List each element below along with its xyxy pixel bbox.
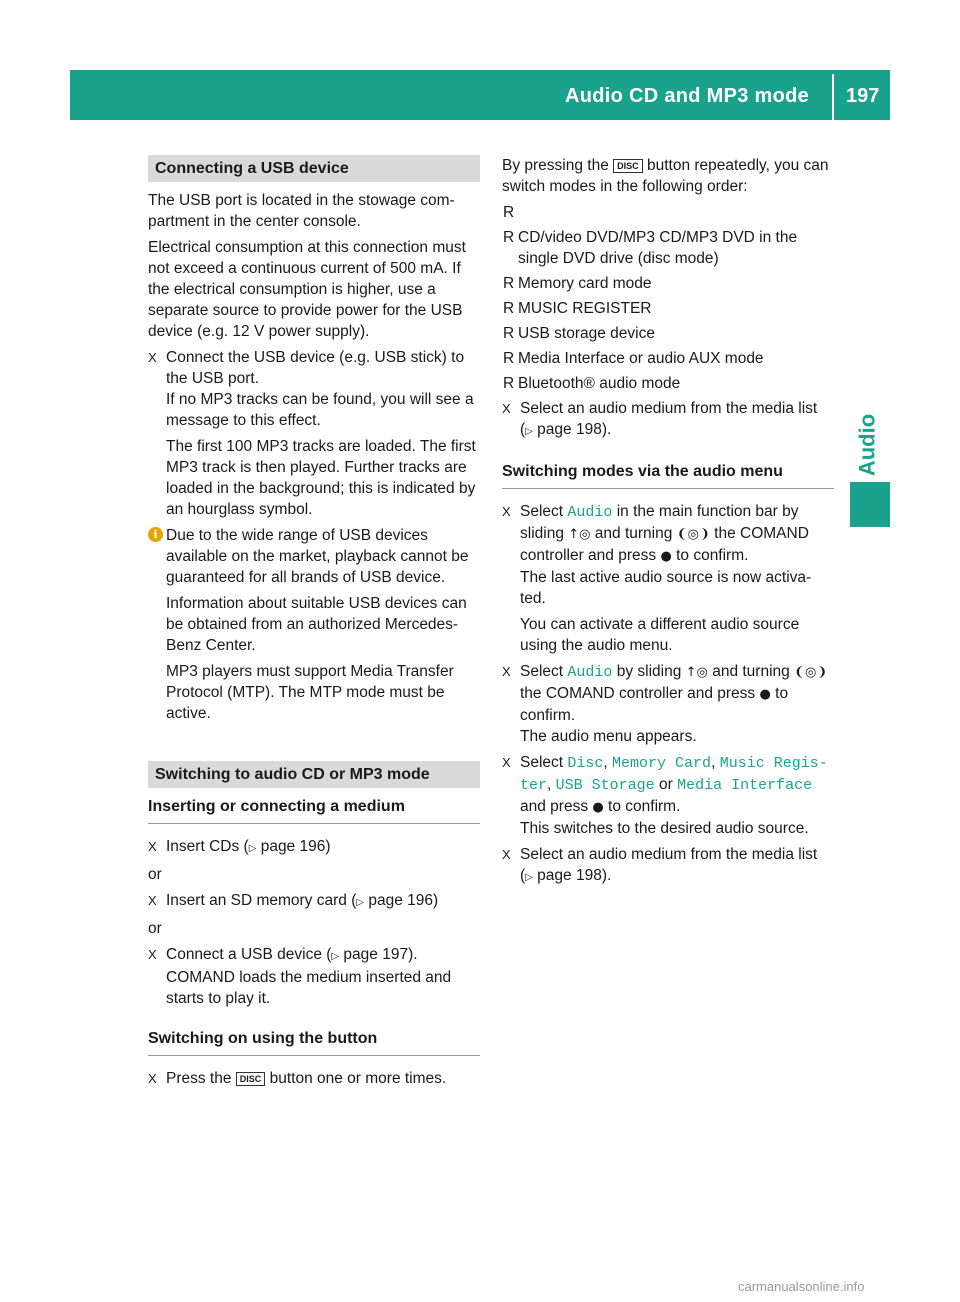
instruction-step: X Connect the USB device (e.g. USB stick) to the USB port. If no MP3 tracks can be found, you will see a message to this effect. The first 100 MP3 tracks are loaded. The first MP3 track is then played. Further tracks are loaded in the background; this is indicated by an hourglass symbol. [148, 349, 476, 518]
instruction-step: X Select Disc, Memory Card, Music Regis-ter, USB Storage or Media Interface and press ● to confirm. This switches to the desired audio source. [502, 754, 828, 837]
bullet-icon: R [503, 325, 515, 342]
slide-up-icon: ↑ [568, 527, 580, 542]
slide-up-icon: ↑ [685, 665, 697, 680]
disc-button-icon: DISC [613, 159, 643, 173]
header-divider [832, 74, 834, 120]
instruction-step: X Select an audio medium from the media list (▷ page 198). [502, 846, 818, 884]
press-icon: ● [759, 687, 771, 702]
controller-icon: ◎ [687, 527, 699, 542]
controller-icon: ◎ [579, 527, 591, 542]
mode-list-item: R CD/video DVD/MP3 CD/MP3 DVD in the single DVD drive (disc mode) [503, 229, 798, 267]
bullet-icon: R [503, 275, 515, 292]
bullet-icon: R [503, 204, 515, 221]
menu-item-audio: Audio [567, 504, 613, 521]
instruction-step: X Insert an SD memory card (▷ page 196) [148, 892, 439, 909]
bullet-icon: R [503, 300, 515, 317]
step-arrow-icon: X [502, 755, 511, 770]
info-icon: i [148, 527, 163, 542]
mode-list-item: R Media Interface or audio AUX mode [503, 350, 764, 367]
press-icon: ● [592, 800, 604, 815]
step-arrow-icon: X [502, 847, 511, 862]
watermark: carmanualsonline.info [738, 1279, 865, 1294]
or-text: or [148, 920, 162, 937]
controller-icon: ◎ [696, 665, 708, 680]
turn-left-icon: ❨ [794, 665, 805, 680]
menu-item-disc: Disc [567, 755, 604, 772]
mode-list-item: R USB storage device [503, 325, 655, 342]
controller-icon: ◎ [804, 665, 817, 680]
turn-right-icon: ❩ [698, 527, 710, 542]
info-note: i Due to the wide range of USB devices available on the market, playback cannot be guaranteed for all brands of USB device. Information about suitable USB devices can be obtained from an authorized Mercedes-Benz Center. MP3 players must support Media Transfer Protocol (MTP). The MTP mode must be active. [148, 525, 480, 724]
disc-button-icon: DISC [236, 1072, 266, 1086]
press-icon: ● [660, 549, 672, 564]
mode-list [502, 202, 834, 394]
instruction-step: X Select Audio in the main function bar by sliding ↑◎ and turning ❨◎❩ the COMAND controller and press ● to confirm. The last active audio source is now activa-ted. You can activate a different audio source using the audio menu. [502, 503, 812, 654]
mode-list-item: R Memory card mode [503, 275, 652, 292]
menu-item-memory-card: Memory Card [612, 755, 712, 772]
step-arrow-icon: X [502, 504, 511, 519]
turn-left-icon: ❨ [676, 527, 688, 542]
instruction-step: X Connect a USB device (▷ page 197). COMAND loads the medium inserted and starts to play it. [148, 946, 452, 1007]
mode-list-item [502, 202, 834, 223]
page-ref-icon: ▷ [248, 843, 257, 854]
instruction-step: X Insert CDs (▷ page 196) [148, 838, 331, 855]
mode-list-item: R MUSIC REGISTER [503, 300, 652, 317]
page-ref-icon: ▷ [331, 951, 340, 962]
menu-item-usb-storage: USB Storage [555, 777, 655, 794]
step-arrow-icon: X [502, 664, 511, 679]
section-heading-usb: Connecting a USB device [148, 155, 480, 182]
right-column [502, 155, 834, 893]
step-arrow-icon: X [502, 401, 511, 416]
bullet-icon: R [503, 350, 515, 367]
bullet-icon: R [503, 229, 515, 246]
side-tab-marker [850, 482, 890, 527]
bullet-icon: R [503, 375, 515, 392]
subheading-inserting: Inserting or connecting a medium [148, 796, 480, 824]
instruction-step: X Select an audio medium from the media list (▷ page 198). [502, 400, 818, 438]
step-arrow-icon: X [148, 1071, 157, 1086]
paragraph: The USB port is located in the stowage com-partment in the center console. [148, 192, 455, 230]
subheading-audio-menu: Switching modes via the audio menu [502, 461, 834, 489]
side-tab [842, 395, 892, 495]
menu-item-media-interface: Media Interface [677, 777, 813, 794]
or-text: or [148, 866, 162, 883]
paragraph: By pressing the DISC button repeatedly, you can switch modes in the following order: [502, 157, 829, 195]
step-arrow-icon: X [148, 839, 157, 854]
menu-item-music-register: Music Regis-ter [520, 755, 828, 794]
page-ref-icon: ▷ [356, 897, 365, 908]
side-tab-label: Audio [854, 413, 880, 477]
left-column [148, 155, 480, 1094]
page-ref-icon: ▷ [525, 872, 533, 883]
instruction-step: X Select Audio by sliding ↑◎ and turning ❨◎❩ the COMAND controller and press ● to confirm. The audio menu appears. [502, 663, 828, 745]
step-arrow-icon: X [148, 893, 157, 908]
page-ref-icon: ▷ [525, 426, 533, 437]
subheading-button: Switching on using the button [148, 1028, 480, 1056]
step-arrow-icon: X [148, 350, 157, 365]
menu-item-audio: Audio [567, 664, 613, 681]
page-number: 197 [846, 85, 880, 107]
instruction-step: X Press the DISC button one or more times. [148, 1070, 447, 1087]
mode-list-item: R Bluetooth® audio mode [503, 375, 681, 392]
section-heading-switching: Switching to audio CD or MP3 mode [148, 761, 480, 788]
page-title: Audio CD and MP3 mode [565, 85, 810, 107]
step-arrow-icon: X [148, 947, 157, 962]
turn-right-icon: ❩ [816, 665, 828, 680]
paragraph: Electrical consumption at this connection must not exceed a continuous current of 500 mA. If the electrical consumption is higher, use a separate source to provide power for the USB device (e.g. 12 V power supply). [148, 239, 466, 340]
